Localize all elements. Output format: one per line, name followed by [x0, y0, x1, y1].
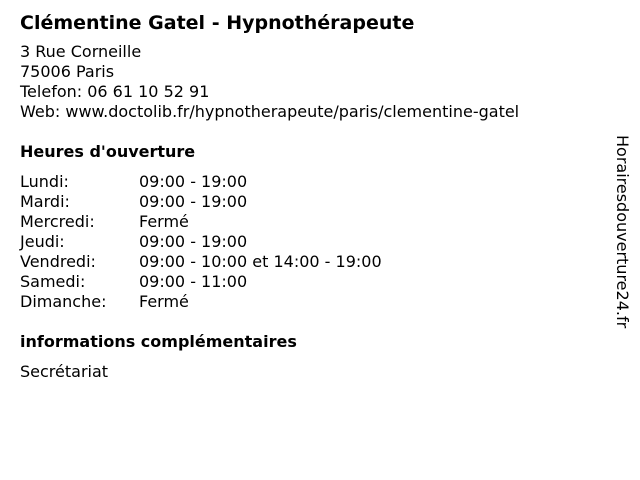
day-label: Vendredi: — [20, 252, 96, 271]
day-label: Lundi: — [20, 172, 69, 191]
phone-number: Telefon: 06 61 10 52 91 — [20, 82, 210, 101]
additional-info-text: Secrétariat — [20, 362, 109, 381]
hours-row-thursday — [20, 232, 600, 252]
day-label: Dimanche: — [20, 292, 107, 311]
day-hours: Fermé — [139, 292, 189, 311]
hours-row-wednesday — [20, 212, 600, 232]
additional-info-heading: informations complémentaires — [20, 332, 297, 351]
street-address: 3 Rue Corneille — [20, 42, 142, 61]
hours-row-sunday — [20, 292, 600, 312]
hours-row-tuesday — [20, 192, 600, 212]
day-hours: 09:00 - 19:00 — [139, 172, 248, 191]
day-hours: 09:00 - 11:00 — [139, 272, 248, 291]
day-label: Mardi: — [20, 192, 70, 211]
day-label: Jeudi: — [20, 232, 65, 251]
hours-row-monday — [20, 172, 600, 192]
opening-hours-heading: Heures d'ouverture — [20, 142, 196, 161]
business-title: Clémentine Gatel - Hypnothérapeute — [20, 12, 415, 34]
hours-row-friday — [20, 252, 600, 272]
site-watermark: Horairesdouverture24.fr — [613, 135, 632, 329]
website-line: Web: www.doctolib.fr/hypnotherapeute/paris/clementine-gatel — [20, 102, 520, 121]
city-postal: 75006 Paris — [20, 62, 115, 81]
day-hours: 09:00 - 10:00 et 14:00 - 19:00 — [139, 252, 382, 271]
day-hours: 09:00 - 19:00 — [139, 192, 248, 211]
hours-row-saturday — [20, 272, 600, 292]
day-hours: Fermé — [139, 212, 189, 231]
business-card — [20, 10, 600, 382]
day-hours: 09:00 - 19:00 — [139, 232, 248, 251]
day-label: Samedi: — [20, 272, 86, 291]
opening-hours-table — [20, 172, 600, 312]
day-label: Mercredi: — [20, 212, 95, 231]
